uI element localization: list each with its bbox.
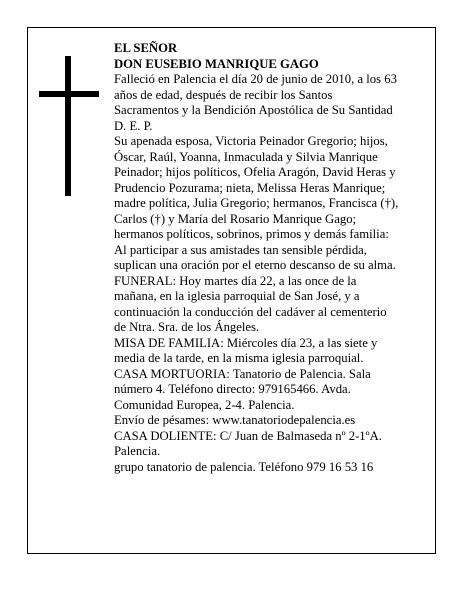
condolences-website: Envío de pésames: www.tanatoriodepalencia.es [114, 413, 356, 427]
cross-icon [39, 56, 99, 196]
prayer-request: Al participar a sus amistades tan sensible pérdida, suplican una oración por el eterno descanso de su alma. [114, 242, 396, 272]
notice-title: EL SEÑOR [114, 41, 178, 55]
deceased-name: DON EUSEBIO MANRIQUE GAGO [114, 56, 319, 71]
cross-horizontal-bar [39, 91, 99, 97]
mortuary-details: CASA MORTUORIA: Tanatorio de Palencia. Sala número 4. Teléfono directo: 979165466. Avda. Comunidad Europea, 2-4. Palencia. [114, 366, 371, 412]
notice-text [114, 41, 434, 475]
funeral-details: FUNERAL: Hoy martes día 22, a las once de la mañana, en la iglesia parroquial de San José, y a continuación la conducción del cadáver al cementerio de Ntra. Sra. de los Ángeles. [114, 273, 387, 334]
cross-vertical-bar [65, 56, 71, 196]
family-list: Su apenada esposa, Victoria Peinador Gregorio; hijos, Óscar, Raúl, Yoanna, Inmaculada y Silvia Manrique Peinador; hijos políticos, Ofelia Aragón, David Heras y Prudencio Pozurama; nieta, Melissa Heras Manrique; madre política, Julia Gregorio; hermanos, Francisca (†), Carlos (†) y María del Rosario Manrique Gago; hermanos políticos, sobrinos, primos y demás familia: [114, 134, 399, 241]
funeral-home-contact: grupo tanatorio de palencia. Teléfono 979 16 53 16 [114, 459, 374, 474]
family-home-address: CASA DOLIENTE: C/ Juan de Balmaseda nº 2-1ºA. Palencia. [114, 428, 382, 458]
family-mass-details: MISA DE FAMILIA: Miércoles día 23, a las siete y media de la tarde, en la misma iglesia parroquial. [114, 335, 378, 365]
death-announcement: Falleció en Palencia el día 20 de junio de 2010, a los 63 años de edad, después de recibir los Santos Sacramentos y la Bendición Apostólica de Su Santidad D. E. P. [114, 72, 397, 133]
